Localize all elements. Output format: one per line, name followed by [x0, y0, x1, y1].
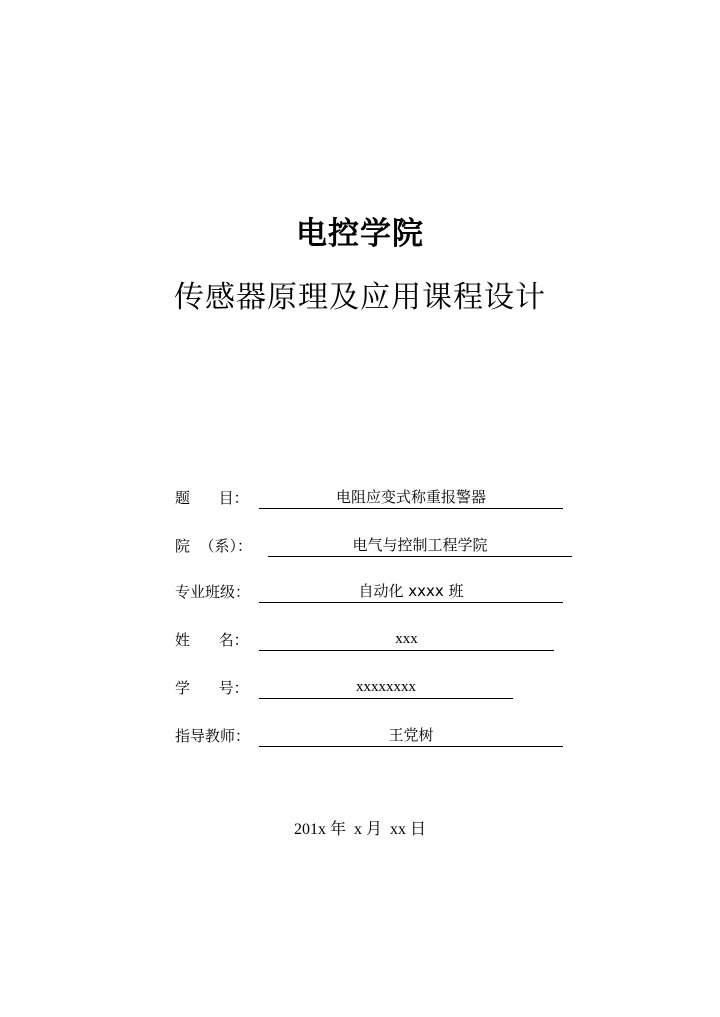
field-class-value: 自动化 xxxx 班: [259, 580, 563, 603]
field-student-id-value: xxxxxxxx: [259, 676, 513, 699]
field-name-value: xxx: [259, 628, 554, 651]
field-advisor-value: 王党树: [259, 724, 563, 747]
field-department-label: 院 （系）：: [175, 537, 253, 555]
field-department-value: 电气与控制工程学院: [268, 534, 572, 557]
field-topic-value: 电阻应变式称重报警器: [259, 486, 563, 509]
field-name-label: 姓 名：: [175, 631, 249, 649]
field-topic: [175, 486, 575, 510]
field-student-id: [175, 676, 575, 700]
field-class-label: 专业班级：: [175, 583, 251, 601]
field-student-id-label: 学 号：: [175, 679, 249, 697]
field-advisor-label: 指导教师：: [175, 727, 251, 745]
submission-date: 201x 年 x 月 xx 日: [293, 821, 426, 838]
course-title: 传感器原理及应用课程设计: [174, 280, 546, 315]
field-department: [175, 534, 575, 558]
field-class: [175, 580, 575, 604]
field-topic-label: 题 目：: [175, 489, 249, 507]
field-name: [175, 628, 575, 652]
field-advisor: [175, 724, 575, 748]
college-title: 电控学院: [296, 216, 424, 252]
